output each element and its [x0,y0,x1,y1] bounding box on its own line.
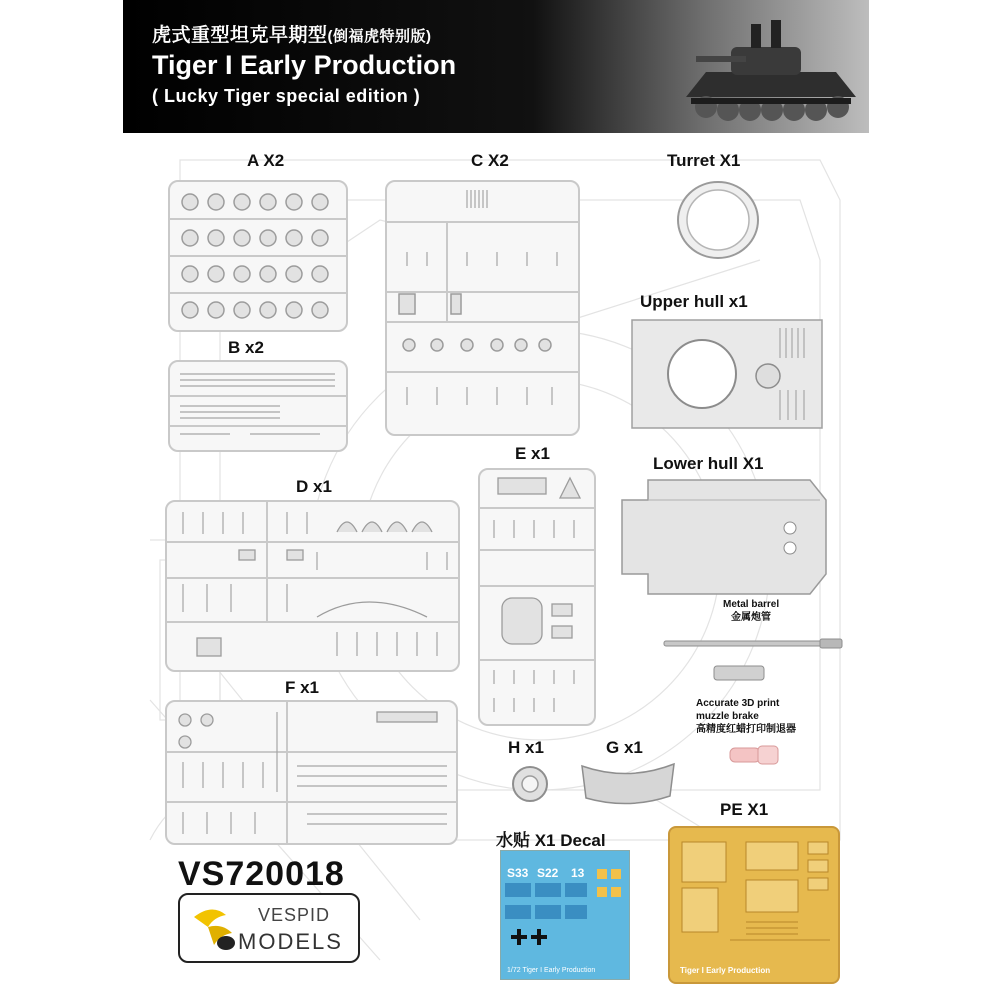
lower-hull-part [620,478,830,596]
sprue-c-label: C X2 [471,151,509,170]
title-chinese: 虎式重型坦克早期型(倒福虎特别版) [152,25,432,46]
title-english: Tiger I Early Production [152,50,457,80]
decal-number-3: 13 [571,866,585,880]
lower-hull-label: Lower hull X1 [653,454,764,473]
sprue-e-label: E x1 [515,444,550,463]
sprue-d [165,500,460,672]
decal-label: 水贴 X1 Decal [496,831,606,850]
sprue-d-label: D x1 [296,477,332,496]
logo-text-models: MODELS [238,929,343,954]
cross-icon [511,929,547,945]
sprue-g-label: G x1 [606,738,643,757]
sprue-h-part [510,764,550,804]
product-code: VS720018 [178,855,345,893]
muzzle-brake-part [728,740,782,770]
vespid-logo [178,893,360,963]
wasp-icon [186,899,246,959]
decal-caption: 1/72 Tiger I Early Production [507,967,596,974]
muzzle-brake-label-cn: 高精度红蜡打印制退器 [696,724,796,735]
logo-text-vespid: VESPID [258,905,331,925]
muzzle-brake-label-2: muzzle brake [696,711,759,722]
metal-barrel-part [660,632,850,684]
decal-number-1: S33 [507,866,529,880]
subtitle: ( Lucky Tiger special edition ) [152,86,421,106]
upper-hull-label: Upper hull x1 [640,292,748,311]
sprue-h-label: H x1 [508,738,544,757]
metal-barrel-label-cn: 金属炮管 [731,612,771,623]
muzzle-brake-label-1: Accurate 3D print [696,698,780,709]
turret-ring [672,178,764,264]
decal-sheet [500,850,630,980]
pe-caption: Tiger I Early Production [680,966,771,975]
sprue-a-label: A X2 [247,151,285,170]
sprue-f-label: F x1 [285,678,320,697]
sprue-c [385,180,580,436]
sprue-b [168,360,348,452]
sprue-f [165,700,458,845]
upper-hull-part [630,318,825,430]
sprue-g-part [578,758,678,806]
sprue-e [478,468,596,726]
turret-label: Turret X1 [667,151,741,170]
metal-barrel-label: Metal barrel [723,599,780,610]
sprue-b-label: B x2 [228,338,264,357]
title-chinese-suffix: (倒福虎特别版) [327,28,432,45]
sprue-a [168,180,348,332]
decal-number-2: S22 [537,866,559,880]
pe-label: PE X1 [720,800,769,819]
tank-photo [676,2,866,130]
pe-sheet [668,826,840,984]
